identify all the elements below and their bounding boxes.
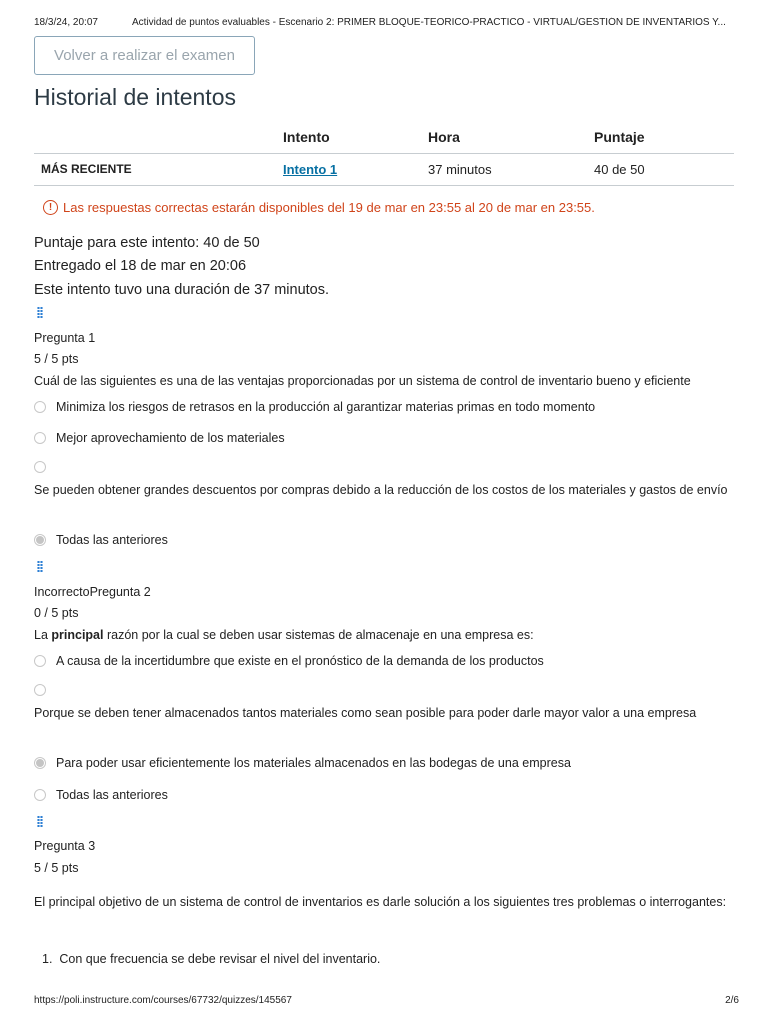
radio-selected-icon[interactable] [34, 534, 46, 546]
answer-option[interactable] [34, 431, 285, 445]
retake-quiz-button[interactable]: Volver a realizar el examen [34, 36, 255, 75]
submitted-date: Entregado el 18 de mar en 20:06 [34, 258, 247, 274]
page-number: 2/6 [725, 995, 739, 1006]
radio-unselected-icon[interactable] [34, 432, 46, 444]
radio-unselected-icon[interactable] [34, 789, 46, 801]
attempt-link[interactable]: Intento 1 [283, 161, 338, 177]
list-item: 1. Con que frecuencia se debe revisar el nivel del inventario. [42, 952, 381, 966]
drag-handle-icon: ⁞⁞ [36, 814, 42, 831]
attempt-score: 40 de 50 [594, 153, 734, 185]
attempt-duration: Este intento tuvo una duración de 37 minutos. [34, 282, 330, 298]
question-text [34, 628, 534, 642]
attempt-history-table [34, 121, 734, 186]
print-header [34, 17, 739, 28]
drag-handle-icon: ⁞⁞ [36, 305, 42, 322]
answer-option[interactable] [34, 461, 56, 473]
attempt-score-summary: Puntaje para este intento: 40 de 50 [34, 235, 260, 251]
question-points: 0 / 5 pts [34, 606, 79, 620]
drag-handle-icon: ⁞⁞ [36, 559, 42, 576]
radio-unselected-icon[interactable] [34, 401, 46, 413]
page-url: https://poli.instructure.com/courses/67732/quizzes/145567 [34, 995, 292, 1006]
question-points: 5 / 5 pts [34, 861, 79, 875]
question-text-emphasis: principal [51, 628, 104, 642]
answer-text: Mejor aprovechamiento de los materiales [56, 431, 285, 445]
question-text: El principal objetivo de un sistema de control de inventarios es darle solución a los siguientes tres problemas o interrogantes: [34, 895, 727, 909]
answer-text: Todas las anteriores [56, 788, 168, 802]
radio-selected-icon[interactable] [34, 757, 46, 769]
question-text-part: razón por la cual se deben usar sistemas de almacenaje en una empresa es: [103, 628, 534, 642]
question-title: Pregunta 3 [34, 839, 96, 853]
column-header-blank [34, 121, 283, 153]
answer-option[interactable] [34, 400, 595, 414]
radio-unselected-icon[interactable] [34, 684, 46, 696]
answer-option-selected[interactable] [34, 533, 168, 547]
attempt-time: 37 minutos [428, 153, 594, 185]
list-item-text: Con que frecuencia se debe revisar el nivel del inventario. [59, 952, 381, 966]
question-title: IncorrectoPregunta 2 [34, 585, 151, 599]
print-footer [34, 995, 739, 1006]
answer-text: Todas las anteriores [56, 533, 168, 547]
radio-unselected-icon[interactable] [34, 461, 46, 473]
answer-text: Se pueden obtener grandes descuentos por compras debido a la reducción de los costos de los materiales y gastos de envío [34, 483, 728, 497]
answer-text: Para poder usar eficientemente los materiales almacenados en las bodegas de una empresa [56, 756, 571, 770]
answer-option[interactable] [34, 654, 544, 668]
radio-unselected-icon[interactable] [34, 655, 46, 667]
answer-option[interactable] [34, 788, 168, 802]
question-text-part: La [34, 628, 52, 642]
warning-icon: ! [43, 200, 58, 215]
question-text: Cuál de las siguientes es una de las ventajas proporcionadas por un sistema de control de inventario bueno y eficiente [34, 374, 691, 388]
answer-text: Porque se deben tener almacenados tantos materiales como sean posible para poder darle mayor valor a una empresa [34, 706, 697, 720]
table-row [34, 153, 734, 185]
most-recent-label: MÁS RECIENTE [34, 153, 283, 185]
column-header-attempt: Intento [283, 121, 428, 153]
print-page-title: Actividad de puntos evaluables - Escenario 2: PRIMER BLOQUE-TEORICO-PRACTICO - VIRTUAL/GESTIÓN DE INVENTARIOS Y... [132, 17, 726, 28]
answer-text: Minimiza los riesgos de retrasos en la producción al garantizar materias primas en todo momento [56, 400, 596, 414]
attempt-history-title: Historial de intentos [34, 84, 236, 110]
question-points: 5 / 5 pts [34, 352, 79, 366]
column-header-time: Hora [428, 121, 594, 153]
answers-availability-notice [43, 200, 595, 215]
print-timestamp: 18/3/24, 20:07 [34, 17, 98, 28]
question-title: Pregunta 1 [34, 331, 96, 345]
notice-text: Las respuestas correctas estarán disponibles del 19 de mar en 23:55 al 20 de mar en 23:55. [63, 200, 595, 215]
column-header-score: Puntaje [594, 121, 734, 153]
table-header-row [34, 121, 734, 153]
answer-option-selected[interactable] [34, 756, 571, 770]
answer-text: A causa de la incertidumbre que existe en el pronóstico de la demanda de los productos [56, 654, 544, 668]
answer-option[interactable] [34, 684, 56, 696]
